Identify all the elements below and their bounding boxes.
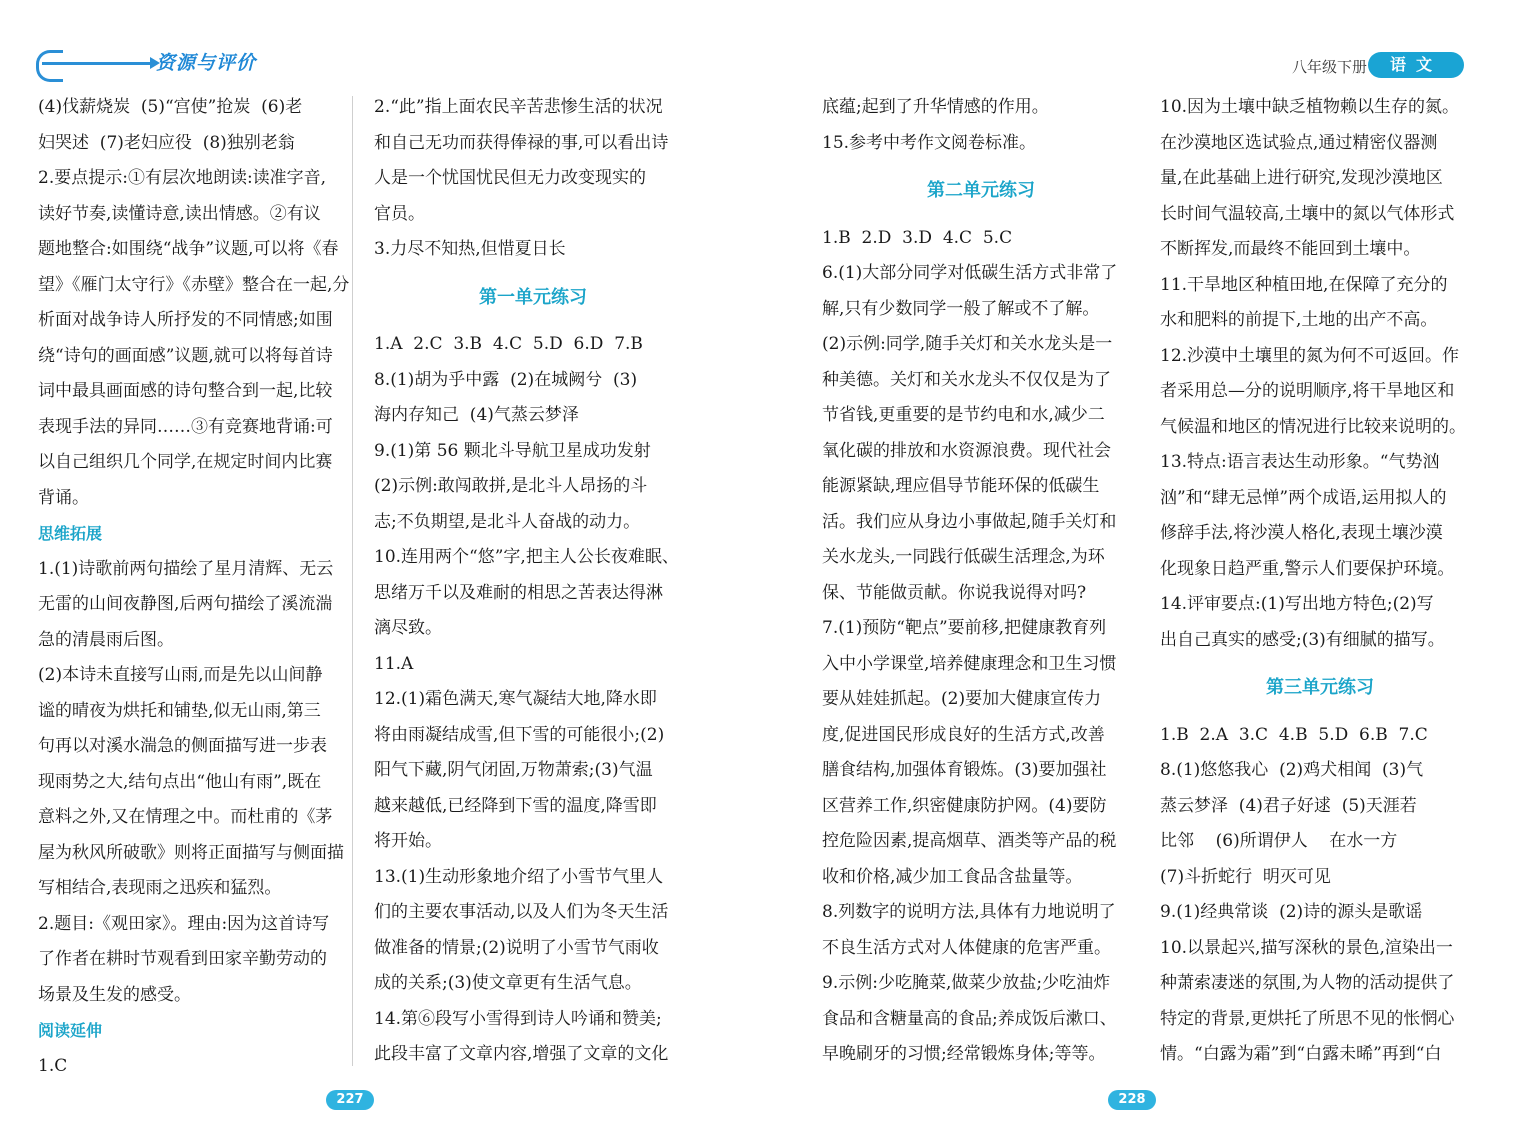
answer-line: 膳食结构,加强体育锻炼。(3)要加强社 <box>822 760 1107 780</box>
answer-line: 越来越低,已经降到下雪的温度,降雪即 <box>374 795 657 816</box>
answer-line: (2)本诗未直接写山雨,而是先以山间静 <box>38 665 323 685</box>
answer-line: 和自己无功而获得俸禄的事,可以看出诗 <box>374 132 669 153</box>
answer-line: 气候温和地区的情况进行比较来说明的。 <box>1160 416 1466 437</box>
answer-line: (2)示例:同学,随手关灯和关水龙头是一 <box>822 334 1113 354</box>
answer-line: 志;不负期望,是北斗人奋战的动力。 <box>374 511 641 532</box>
answer-line: 1.A 2.C 3.B 4.C 5.D 6.D 7.B <box>374 334 643 354</box>
answer-line: 早晚刷牙的习惯;经常锻炼身体;等等。 <box>822 1044 1106 1064</box>
answer-line: 句再以对溪水湍急的侧面描写进一步表 <box>38 736 327 756</box>
answer-line: 汹”和“肆无忌惮”两个成语,运用拟人的 <box>1160 487 1447 508</box>
answer-line: 题地整合:如围绕“战争”议题,可以将《春 <box>38 239 339 259</box>
answer-line: 修辞手法,将沙漠人格化,表现土壤沙漠 <box>1160 523 1443 543</box>
answer-line: 无雷的山间夜静图,后两句描绘了溪流湍 <box>38 594 333 614</box>
answer-line: 10.以景起兴,描写深秋的景色,渲染出一 <box>1160 937 1453 958</box>
answer-line: 们的主要农事活动,以及人们为冬天生活 <box>374 902 669 922</box>
answer-line: 量,在此基础上进行研究,发现沙漠地区 <box>1160 168 1443 188</box>
answer-line: 不断挥发,而最终不能回到土壤中。 <box>1160 239 1421 259</box>
answer-line: 控危险因素,提高烟草、酒类等产品的税 <box>822 831 1117 851</box>
answer-line: 8.(1)胡为乎中露 (2)在城阙兮 (3) <box>374 369 638 390</box>
arrow-icon <box>42 62 152 65</box>
answer-line: 屋为秋风所破歌》则将正面描写与侧面描 <box>38 842 344 863</box>
answer-line: 15.参考中考作文阅卷标准。 <box>822 132 1037 153</box>
answer-line: 能源紧缺,理应倡导节能环保的低碳生 <box>822 476 1100 496</box>
unit-heading: 第二单元练习 <box>927 180 1035 201</box>
answer-line: 阳气下藏,阴气闭固,万物萧索;(3)气温 <box>374 760 653 780</box>
answer-line: 区营养工作,织密健康防护网。(4)要防 <box>822 795 1107 816</box>
column-3 <box>822 90 1140 1073</box>
answer-line: 读好节奏,读懂诗意,读出情感。②有议 <box>38 203 321 224</box>
answer-line: 现雨势之大,结句点出“他山有雨”,既在 <box>38 771 322 792</box>
answer-line: 保、节能做贡献。你说我说得对吗? <box>822 582 1087 603</box>
answer-line: 收和价格,减少加工食品含盐量等。 <box>822 866 1083 887</box>
answer-line: 官员。 <box>374 203 425 224</box>
answer-line: 2.“此”指上面农民辛苦悲惨生活的状况 <box>374 97 663 117</box>
answer-line: 3.力尽不知热,但惜夏日长 <box>374 239 566 259</box>
answer-line: 入中小学课堂,培养健康理念和卫生习惯 <box>822 653 1117 674</box>
answer-line: 表现手法的异同……③有竞赛地背诵:可 <box>38 416 333 437</box>
answer-line: 底蕴;起到了升华情感的作用。 <box>822 97 1049 117</box>
answer-line: 做准备的情景;(2)说明了小雪节气雨收 <box>374 937 659 958</box>
answer-line: 节省钱,更重要的是节约电和水,减少二 <box>822 405 1105 425</box>
answer-line: 种美德。关灯和关水龙头不仅仅是为了 <box>822 369 1111 390</box>
answer-line: 8.列数字的说明方法,具体有力地说明了 <box>822 902 1116 922</box>
answer-line: 活。我们应从身边小事做起,随手关灯和 <box>822 511 1117 532</box>
unit-heading: 第一单元练习 <box>479 286 587 308</box>
column-1 <box>38 90 350 1084</box>
answer-line: 长时间气温较高,土壤中的氮以气体形式 <box>1160 203 1455 224</box>
page-gutter <box>352 96 353 1066</box>
answer-line: 人是一个忧国忧民但无力改变现实的 <box>374 168 646 188</box>
answer-line: 词中最具画面感的诗句整合到一起,比较 <box>38 381 333 401</box>
answer-line: 此段丰富了文章内容,增强了文章的文化 <box>374 1044 669 1064</box>
answer-line: 8.(1)悠悠我心 (2)鸡犬相闻 (3)气 <box>1160 760 1424 780</box>
answer-line: 蒸云梦泽 (4)君子好逑 (5)天涯若 <box>1160 795 1417 816</box>
brand-arc-icon <box>36 50 63 82</box>
answer-line: 绕“诗句的画面感”议题,就可以将每首诗 <box>38 345 333 366</box>
answer-line: 望》《雁门太守行》《赤壁》整合在一起,分 <box>38 274 350 295</box>
answer-line: 者采用总—分的说明顺序,将干旱地区和 <box>1160 381 1455 401</box>
answer-line: 7.(1)预防“靶点”要前移,把健康教育列 <box>822 618 1107 638</box>
answer-line: 种萧索凄迷的氛围,为人物的活动提供了 <box>1160 973 1455 993</box>
answer-line: (7)斗折蛇行 明灭可见 <box>1160 866 1331 887</box>
page-number-right: 228 <box>1108 1090 1156 1110</box>
answer-line: 特定的背景,更烘托了所思不见的怅惘心 <box>1160 1008 1455 1029</box>
page-number-left: 227 <box>326 1090 374 1110</box>
answer-line: 水和肥料的前提下,土地的出产不高。 <box>1160 310 1438 330</box>
answer-line: 1.B 2.D 3.D 4.C 5.C <box>822 227 1013 248</box>
answer-line: 氧化碳的排放和水资源浪费。现代社会 <box>822 440 1111 461</box>
section-heading: 思维拓展 <box>38 524 103 543</box>
answer-line: 6.(1)大部分同学对低碳生活方式非常了 <box>822 263 1118 283</box>
answer-line: 9.示例:少吃腌菜,做菜少放盐;少吃油炸 <box>822 973 1111 993</box>
answer-line: 在沙漠地区选试验点,通过精密仪器测 <box>1160 132 1438 153</box>
answer-line: 出自己真实的感受;(3)有细腻的描写。 <box>1160 629 1445 650</box>
answer-line: 比邻 (6)所谓伊人 在水一方 <box>1160 831 1398 851</box>
answer-line: 食品和含糖量高的食品;养成饭后漱口、 <box>822 1008 1117 1029</box>
answer-line: 13.特点:语言表达生动形象。“气势汹 <box>1160 452 1440 472</box>
answer-line: 意料之外,又在情理之中。而杜甫的《茅 <box>38 807 333 827</box>
answer-line: 度,促进国民形成良好的生活方式,改善 <box>822 724 1105 745</box>
answer-line: 情。“白露为霜”到“白露未晞”再到“白 <box>1160 1044 1442 1064</box>
answer-line: 12.沙漠中土壤里的氮为何不可返回。作 <box>1160 345 1460 366</box>
answer-line: 10.连用两个“悠”字,把主人公长夜难眠、 <box>374 547 679 567</box>
answer-line: 11.A <box>374 653 414 674</box>
answer-line: 漓尽致。 <box>374 618 442 638</box>
answer-line: 海内存知己 (4)气蒸云梦泽 <box>374 405 579 425</box>
answer-line: 将开始。 <box>374 831 442 851</box>
answer-line: 析面对战争诗人所抒发的不同情感;如围 <box>38 310 333 330</box>
section-heading: 阅读延伸 <box>38 1021 103 1040</box>
answer-line: 1.(1)诗歌前两句描绘了星月清辉、无云 <box>38 558 334 579</box>
unit-heading: 第三单元练习 <box>1266 677 1374 698</box>
answer-line: 12.(1)霜色满天,寒气凝结大地,降水即 <box>374 689 657 709</box>
answer-line: 13.(1)生动形象地介绍了小雪节气里人 <box>374 866 664 887</box>
answer-line: 背诵。 <box>38 487 89 508</box>
subject-badge: 语文 <box>1368 52 1464 78</box>
column-2 <box>374 90 692 1073</box>
answer-line: (4)伐薪烧炭 (5)“宫使”抢炭 (6)老 <box>38 97 303 117</box>
answer-line: 场景及生发的感受。 <box>38 984 191 1005</box>
answer-line: 2.要点提示:①有层次地朗读:读准字音, <box>38 168 327 188</box>
answer-line: 解,只有少数同学一般了解或不了解。 <box>822 298 1100 319</box>
answer-line: 不良生活方式对人体健康的危害严重。 <box>822 937 1111 958</box>
answer-line: 化现象日趋严重,警示人们要保护环境。 <box>1160 558 1455 579</box>
grade-label: 八年级下册 <box>1292 58 1368 76</box>
answer-line: 11.干旱地区种植田地,在保障了充分的 <box>1160 274 1448 295</box>
answer-line: 急的清晨雨后图。 <box>38 629 174 650</box>
answer-line: 1.B 2.A 3.C 4.B 5.D 6.B 7.C <box>1160 724 1428 745</box>
answer-line: 思绪万千以及难耐的相思之苦表达得淋 <box>374 582 663 603</box>
answer-line: 写相结合,表现雨之迅疾和猛烈。 <box>38 878 282 898</box>
brand-logo <box>36 46 266 80</box>
answer-line: 9.(1)第 56 颗北斗导航卫星成功发射 <box>374 440 651 461</box>
answer-line: 2.题目:《观田家》。理由:因为这首诗写 <box>38 913 330 934</box>
answer-line: 14.评审要点:(1)写出地方特色;(2)写 <box>1160 594 1434 614</box>
answer-line: 以自己组织几个同学,在规定时间内比赛 <box>38 452 333 472</box>
answer-line: 1.C <box>38 1055 68 1076</box>
answer-line: 关水龙头,一同践行低碳生活理念,为环 <box>822 547 1105 567</box>
answer-line: 妇哭述 (7)老妇应役 (8)独别老翁 <box>38 132 295 153</box>
column-4 <box>1160 90 1480 1073</box>
brand-title: 资源与评价 <box>156 52 257 74</box>
answer-line: 了作者在耕时节观看到田家辛勤劳动的 <box>38 949 327 969</box>
answer-line: 14.第⑥段写小雪得到诗人吟诵和赞美; <box>374 1008 662 1029</box>
answer-line: 将由雨凝结成雪,但下雪的可能很小;(2) <box>374 724 665 745</box>
answer-line: 9.(1)经典常谈 (2)诗的源头是歌谣 <box>1160 902 1423 922</box>
answer-line: 谧的晴夜为烘托和铺垫,似无山雨,第三 <box>38 700 321 721</box>
answer-line: 成的关系;(3)使文章更有生活气息。 <box>374 973 642 993</box>
answer-line: 10.因为土壤中缺乏植物赖以生存的氮。 <box>1160 97 1460 117</box>
answer-line: (2)示例:敢闯敢拼,是北斗人昂扬的斗 <box>374 476 648 496</box>
answer-line: 要从娃娃抓起。(2)要加大健康宣传力 <box>822 689 1102 709</box>
